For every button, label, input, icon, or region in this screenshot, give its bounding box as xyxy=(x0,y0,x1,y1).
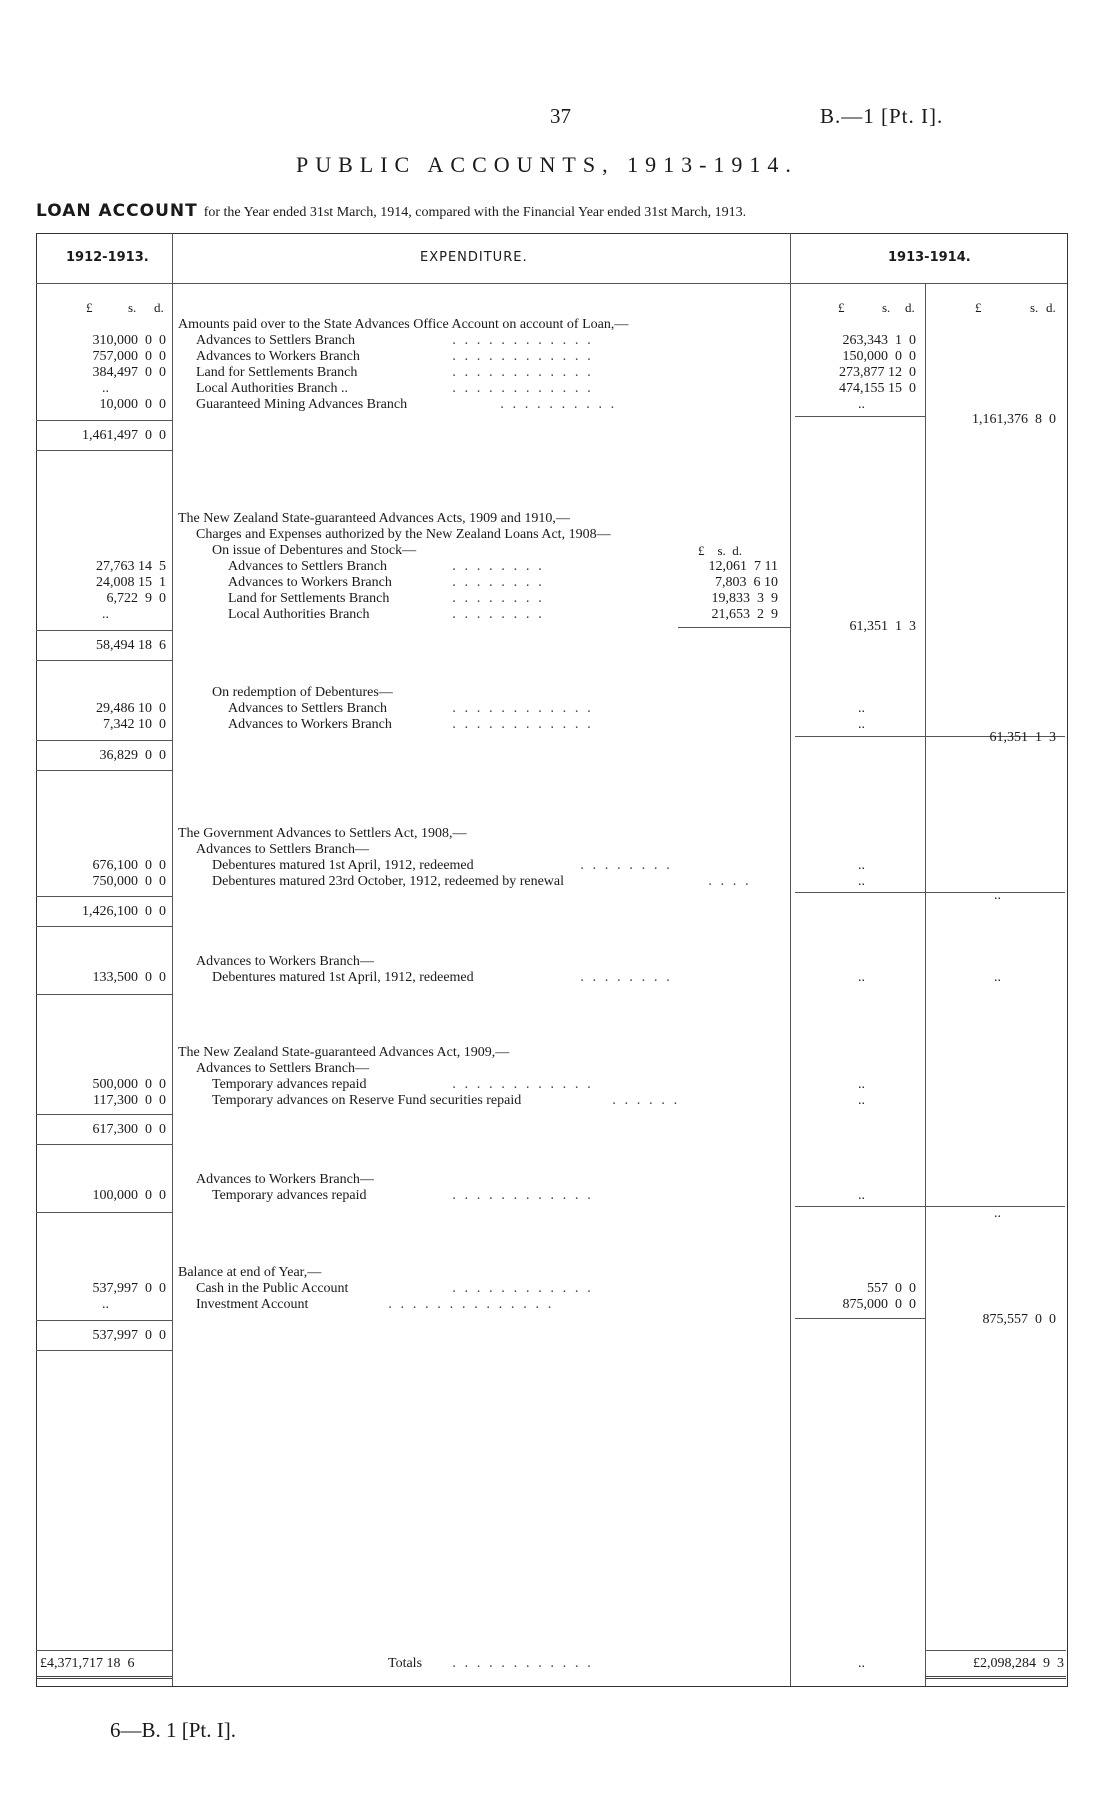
sec2-label-1: Advances to Settlers Branch xyxy=(228,559,388,574)
sec3-heading: On redemption of Debentures— xyxy=(212,685,393,700)
sec3-curr-2: .. xyxy=(858,717,865,732)
sec7-label: Temporary advances repaid xyxy=(212,1188,367,1203)
page-title: PUBLIC ACCOUNTS, 1913-1914. xyxy=(296,152,798,177)
sec1-curr-4: 474,155 15 0 xyxy=(839,381,916,396)
sec1-label-3: Land for Settlements Branch xyxy=(196,365,358,380)
leader-dots: . . . . . . . . . . . . xyxy=(452,1188,594,1203)
leader-dots: . . . . . . . . . . . . . . xyxy=(388,1297,554,1312)
sec1-label-5: Guaranteed Mining Advances Branch xyxy=(196,397,408,412)
sec2-curr-subtotal: 61,351 1 3 xyxy=(849,619,916,634)
sec5-sub: Advances to Workers Branch— xyxy=(196,954,374,969)
unit-pence-curr1: d. xyxy=(905,300,915,315)
sec2-inner-3: 19,833 3 9 xyxy=(711,591,778,606)
subtitle-text: for the Year ended 31st March, 1914, compared with the Financial Year ended 31st March, 1913. xyxy=(203,205,747,220)
unit-pound-curr2: £ xyxy=(975,300,982,315)
sec2-inner-units: £ s. d. xyxy=(698,543,743,558)
sec1-curr-1: 263,343 1 0 xyxy=(842,333,916,348)
sec3-prev-total-rule xyxy=(36,770,172,771)
sec1-label-1: Advances to Settlers Branch xyxy=(196,333,356,348)
sec6-prev-total-rule xyxy=(36,1144,172,1145)
sec6-prev-rule xyxy=(36,1114,172,1115)
leader-dots: . . . . . . . . xyxy=(580,858,672,873)
sec1-prev-3: 384,497 0 0 xyxy=(92,365,166,380)
sec8-prev-rule xyxy=(36,1320,172,1321)
sec3-prev-rule xyxy=(36,740,172,741)
leader-dots: . . . . . . . . xyxy=(452,607,544,622)
leader-dots: . . . . . . . . . . . . xyxy=(452,381,594,396)
sec6-label-2: Temporary advances on Reserve Fund securities repaid xyxy=(212,1093,522,1108)
sec6-label-1: Temporary advances repaid xyxy=(212,1077,367,1092)
sec4-prev-total: 1,426,100 0 0 xyxy=(82,904,166,919)
sec8-prev-total-rule xyxy=(36,1350,172,1351)
leader-dots: . . . . . . . . xyxy=(452,559,544,574)
sec8-curr-1: 557 0 0 xyxy=(867,1281,916,1296)
sec7-prev: 100,000 0 0 xyxy=(92,1188,166,1203)
sec1-curr-5: .. xyxy=(858,397,865,412)
leader-dots: . . . . . . . . . . . . xyxy=(452,1077,594,1092)
totals-prev: £4,371,717 18 6 xyxy=(40,1656,135,1671)
col-divider-curr xyxy=(925,283,926,1686)
sec1-curr-3: 273,877 12 0 xyxy=(839,365,916,380)
sec4-prev-1: 676,100 0 0 xyxy=(92,858,166,873)
sec4-prev-rule xyxy=(36,896,172,897)
sec4-curr-rule xyxy=(795,892,1065,893)
sec8-prev-2: .. xyxy=(102,1297,109,1312)
sec1-prev-total: 1,461,497 0 0 xyxy=(82,428,166,443)
sec2-prev-3: 6,722 9 0 xyxy=(106,591,166,606)
sec1-label-4: Local Authorities Branch .. xyxy=(196,381,349,396)
leader-dots: . . . . . . . . . . . . xyxy=(452,717,594,732)
sec1-prev-total-rule xyxy=(36,450,172,451)
header-expenditure: EXPENDITURE. xyxy=(420,250,528,265)
sec3-curr-1: .. xyxy=(858,701,865,716)
unit-shilling-curr1: s. xyxy=(882,300,891,315)
sec5-prev-rule xyxy=(36,994,172,995)
sec1-label-2: Advances to Workers Branch xyxy=(196,349,360,364)
sec2-heading: The New Zealand State-guaranteed Advances Acts, 1909 and 1910,— xyxy=(178,511,570,526)
sec4-sub: Advances to Settlers Branch— xyxy=(196,842,370,857)
leader-dots: . . . . . . . . xyxy=(452,591,544,606)
sec7-sub: Advances to Workers Branch— xyxy=(196,1172,374,1187)
sec2-prev-4: .. xyxy=(102,607,109,622)
page-subtitle xyxy=(36,201,746,221)
sec5-label: Debentures matured 1st April, 1912, redeemed xyxy=(212,970,474,985)
sec2-prev-2: 24,008 15 1 xyxy=(96,575,166,590)
sec8-heading: Balance at end of Year,— xyxy=(178,1265,322,1280)
unit-pound-prev: £ xyxy=(86,300,93,315)
sec2-prev-total: 58,494 18 6 xyxy=(96,638,166,653)
sec8-curr-total: 875,557 0 0 xyxy=(982,1312,1056,1327)
sec1-curr-rule xyxy=(795,416,925,417)
sec4-heading: The Government Advances to Settlers Act, 1908,— xyxy=(178,826,467,841)
sec4-curr-2: .. xyxy=(858,874,865,889)
sec7-curr-total: .. xyxy=(994,1206,1001,1221)
leader-dots: . . . . . . . . . . . . xyxy=(452,349,594,364)
sec3-label-1: Advances to Settlers Branch xyxy=(228,701,388,716)
unit-shilling-prev: s. xyxy=(128,300,137,315)
page-number: 37 xyxy=(550,104,571,128)
unit-pound-curr1: £ xyxy=(838,300,845,315)
sec6-sub: Advances to Settlers Branch— xyxy=(196,1061,370,1076)
sec4-curr-1: .. xyxy=(858,858,865,873)
leader-dots: . . . . . . . . . . xyxy=(500,397,617,412)
leader-dots: . . . . . . . . xyxy=(580,970,672,985)
table-frame xyxy=(36,233,1068,1687)
sec8-label-1: Cash in the Public Account xyxy=(196,1281,349,1296)
leader-dots: . . . . . . . . . . . . xyxy=(452,701,594,716)
sec6-prev-1: 500,000 0 0 xyxy=(92,1077,166,1092)
sec1-curr-total: 1,161,376 8 0 xyxy=(972,412,1056,427)
sec8-prev-total: 537,997 0 0 xyxy=(92,1328,166,1343)
sec6-heading: The New Zealand State-guaranteed Advances Act, 1909,— xyxy=(178,1045,510,1060)
sec8-label-2: Investment Account xyxy=(196,1297,309,1312)
col-divider-prev xyxy=(172,233,173,1686)
sec2-sub1: Charges and Expenses authorized by the New Zealand Loans Act, 1908— xyxy=(196,527,611,542)
document-reference: B.—1 [Pt. I]. xyxy=(820,104,944,128)
header-divider xyxy=(36,283,1067,284)
sec1-prev-1: 310,000 0 0 xyxy=(92,333,166,348)
subtitle-bold: LOAN ACCOUNT xyxy=(36,201,198,221)
sec1-prev-2: 757,000 0 0 xyxy=(92,349,166,364)
sec2-prev-total-rule xyxy=(36,660,172,661)
sec6-curr-2: .. xyxy=(858,1093,865,1108)
unit-pence-curr2: d. xyxy=(1046,300,1056,315)
sec2-prev-rule xyxy=(36,630,172,631)
sec1-prev-4: .. xyxy=(102,381,109,396)
sec3-prev-total: 36,829 0 0 xyxy=(99,748,166,763)
totals-label: Totals xyxy=(388,1656,423,1671)
sec2-label-2: Advances to Workers Branch xyxy=(228,575,392,590)
sec2-inner-1: 12,061 7 11 xyxy=(708,559,778,574)
sec2-label-4: Local Authorities Branch xyxy=(228,607,370,622)
leader-dots: . . . . . . . . . . . . xyxy=(452,333,594,348)
unit-shilling-curr2: s. xyxy=(1030,300,1039,315)
leader-dots: . . . . . . xyxy=(612,1093,680,1108)
sec1-prev-5: 10,000 0 0 xyxy=(99,397,166,412)
sec5-curr: .. xyxy=(858,970,865,985)
sec8-curr-2: 875,000 0 0 xyxy=(842,1297,916,1312)
sec2-inner-4: 21,653 2 9 xyxy=(711,607,778,622)
sec2-label-3: Land for Settlements Branch xyxy=(228,591,390,606)
totals-top-rule xyxy=(36,1650,172,1651)
sec3-label-2: Advances to Workers Branch xyxy=(228,717,392,732)
sec2-prev-1: 27,763 14 5 xyxy=(96,559,166,574)
sec6-curr-1: .. xyxy=(858,1077,865,1092)
leader-dots: . . . . . . . . . . . . xyxy=(452,1281,594,1296)
sec7-curr: .. xyxy=(858,1188,865,1203)
leader-dots: . . . . xyxy=(708,874,751,889)
sec4-prev-total-rule xyxy=(36,926,172,927)
sec2-inner-rule xyxy=(678,627,790,628)
leader-dots: . . . . . . . . . . . . xyxy=(452,1656,594,1671)
sec2-inner-2: 7,803 6 10 xyxy=(715,575,778,590)
page-footer: 6—B. 1 [Pt. I]. xyxy=(110,1718,236,1742)
sec4-label-1: Debentures matured 1st April, 1912, redeemed xyxy=(212,858,474,873)
sec1-prev-rule xyxy=(36,420,172,421)
sec6-prev-total: 617,300 0 0 xyxy=(92,1122,166,1137)
unit-pence-prev: d. xyxy=(154,300,164,315)
sec3-curr-total: 61,351 1 3 xyxy=(989,730,1056,745)
sec5-curr-total: .. xyxy=(994,970,1001,985)
header-prev-year: 1912-1913. xyxy=(66,250,149,265)
totals-curr-double-rule xyxy=(925,1676,1066,1679)
leader-dots: . . . . . . . . xyxy=(452,575,544,590)
sec6-prev-2: 117,300 0 0 xyxy=(93,1093,166,1108)
sec4-label-2: Debentures matured 23rd October, 1912, redeemed by renewal xyxy=(212,874,565,889)
header-curr-year: 1913-1914. xyxy=(888,250,971,265)
leader-dots: . . . . . . . . . . . . xyxy=(452,365,594,380)
sec3-prev-1: 29,486 10 0 xyxy=(96,701,166,716)
sec4-prev-2: 750,000 0 0 xyxy=(92,874,166,889)
totals-curr: £2,098,284 9 3 xyxy=(973,1656,1064,1671)
sec4-curr-total: .. xyxy=(994,888,1001,903)
totals-top-rule-curr xyxy=(925,1650,1066,1651)
sec1-heading: Amounts paid over to the State Advances Office Account on account of Loan,— xyxy=(178,317,629,332)
sec3-prev-2: 7,342 10 0 xyxy=(103,717,166,732)
totals-curr-mid: .. xyxy=(858,1656,865,1671)
sec7-curr-rule xyxy=(795,1206,1065,1207)
col-divider-expend xyxy=(790,233,791,1686)
sec8-prev-1: 537,997 0 0 xyxy=(92,1281,166,1296)
sec2-sub2: On issue of Debentures and Stock— xyxy=(212,543,417,558)
totals-prev-double-rule xyxy=(36,1676,172,1679)
sec5-prev: 133,500 0 0 xyxy=(92,970,166,985)
sec7-prev-rule xyxy=(36,1212,172,1213)
sec1-curr-2: 150,000 0 0 xyxy=(842,349,916,364)
sec8-curr-rule xyxy=(795,1318,925,1319)
